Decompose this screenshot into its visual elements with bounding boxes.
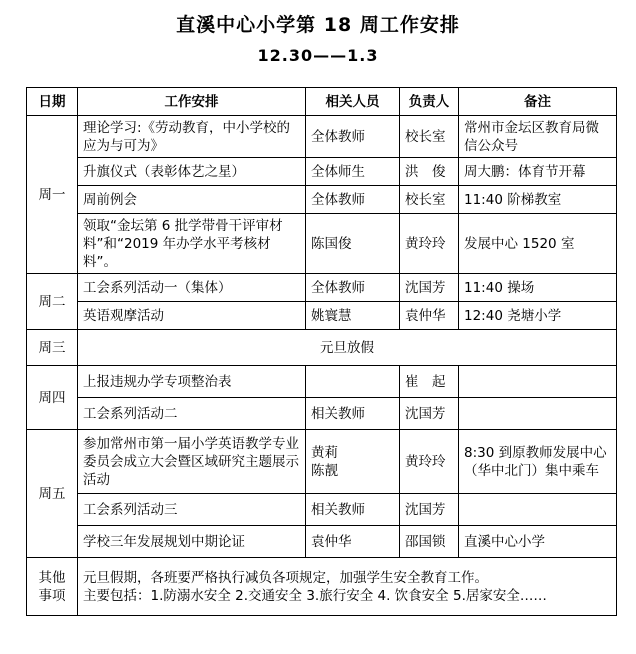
table-row <box>27 186 617 214</box>
task-cell: 工会系列活动二 <box>78 398 306 430</box>
task-cell: 学校三年发展规划中期论证 <box>78 526 306 558</box>
header-note: 备注 <box>459 88 617 116</box>
lead-cell: 沈国芳 <box>400 494 459 526</box>
table-row <box>27 158 617 186</box>
table-row <box>27 526 617 558</box>
task-cell: 理论学习:《劳动教育，中小学校的应为与可为》 <box>78 116 306 158</box>
people-cell <box>306 366 400 398</box>
note-cell: 12:40 尧塘小学 <box>459 302 617 330</box>
people-cell: 姚寰慧 <box>306 302 400 330</box>
people-cell: 陈国俊 <box>306 214 400 274</box>
other-line-2: 主要包括：1.防溺水安全 2.交通安全 3.旅行安全 4. 饮食安全 5.居家安全…… <box>83 587 547 604</box>
people-cell: 相关教师 <box>306 398 400 430</box>
lead-cell: 黄玲玲 <box>400 214 459 274</box>
task-cell: 升旗仪式（表彰体艺之星） <box>78 158 306 186</box>
table-row <box>27 214 617 274</box>
note-cell <box>459 366 617 398</box>
page-title: 直溪中心小学第 18 周工作安排 <box>176 14 460 36</box>
note-cell: 11:40 操场 <box>459 274 617 302</box>
people-cell: 相关教师 <box>306 494 400 526</box>
holiday-cell: 元旦放假 <box>78 330 617 366</box>
table-row <box>27 430 617 494</box>
header-date: 日期 <box>27 88 78 116</box>
people-cell: 全体师生 <box>306 158 400 186</box>
people-cell: 全体教师 <box>306 274 400 302</box>
table-row <box>27 116 617 158</box>
lead-cell: 邵国锁 <box>400 526 459 558</box>
lead-cell: 崔 起 <box>400 366 459 398</box>
other-label <box>27 558 78 616</box>
other-label-line1: 其他 <box>38 569 66 586</box>
lead-cell: 校长室 <box>400 186 459 214</box>
task-cell: 上报违规办学专项整治表 <box>78 366 306 398</box>
note-cell <box>459 398 617 430</box>
table-row <box>27 302 617 330</box>
task-cell: 周前例会 <box>78 186 306 214</box>
note-cell: 11:40 阶梯教室 <box>459 186 617 214</box>
lead-cell: 洪 俊 <box>400 158 459 186</box>
date-range: 12.30——1.3 <box>257 46 379 65</box>
table-row <box>27 558 617 616</box>
day-label-thursday: 周四 <box>27 366 78 430</box>
task-cell: 工会系列活动三 <box>78 494 306 526</box>
table-row <box>27 398 617 430</box>
header-people: 相关人员 <box>306 88 400 116</box>
table-row <box>27 366 617 398</box>
task-cell: 工会系列活动一（集体） <box>78 274 306 302</box>
people-cell: 袁仲华 <box>306 526 400 558</box>
task-cell: 英语观摩活动 <box>78 302 306 330</box>
other-label-line2: 事项 <box>38 587 66 604</box>
lead-cell: 校长室 <box>400 116 459 158</box>
header-row <box>27 88 617 116</box>
lead-cell: 袁仲华 <box>400 302 459 330</box>
table-row <box>27 494 617 526</box>
header-lead: 负责人 <box>400 88 459 116</box>
other-line-1: 元旦假期，各班要严格执行减负各项规定，加强学生安全教育工作。 <box>83 569 488 586</box>
day-label-friday: 周五 <box>27 430 78 558</box>
note-cell: 发展中心 1520 室 <box>459 214 617 274</box>
note-cell: 周大鹏：体育节开幕 <box>459 158 617 186</box>
day-label-wednesday: 周三 <box>27 330 78 366</box>
note-cell: 直溪中心小学 <box>459 526 617 558</box>
lead-cell: 沈国芳 <box>400 274 459 302</box>
schedule-table <box>26 87 617 616</box>
note-cell: 8:30 到原教师发展中心（华中北门）集中乘车 <box>459 430 617 494</box>
people-cell: 黄莉 陈靓 <box>306 430 400 494</box>
note-cell: 常州市金坛区教育局微信公众号 <box>459 116 617 158</box>
note-cell <box>459 494 617 526</box>
header-task: 工作安排 <box>78 88 306 116</box>
lead-cell: 沈国芳 <box>400 398 459 430</box>
task-cell: 参加常州市第一届小学英语教学专业委员会成立大会暨区域研究主题展示活动 <box>78 430 306 494</box>
day-label-tuesday: 周二 <box>27 274 78 330</box>
day-label-monday: 周一 <box>27 116 78 274</box>
lead-cell: 黄玲玲 <box>400 430 459 494</box>
table-row <box>27 330 617 366</box>
other-notes <box>78 558 617 616</box>
people-cell: 全体教师 <box>306 186 400 214</box>
table-row <box>27 274 617 302</box>
people-cell: 全体教师 <box>306 116 400 158</box>
task-cell: 领取“金坛第 6 批学带骨干评审材料”和“2019 年办学水平考核材料”。 <box>78 214 306 274</box>
